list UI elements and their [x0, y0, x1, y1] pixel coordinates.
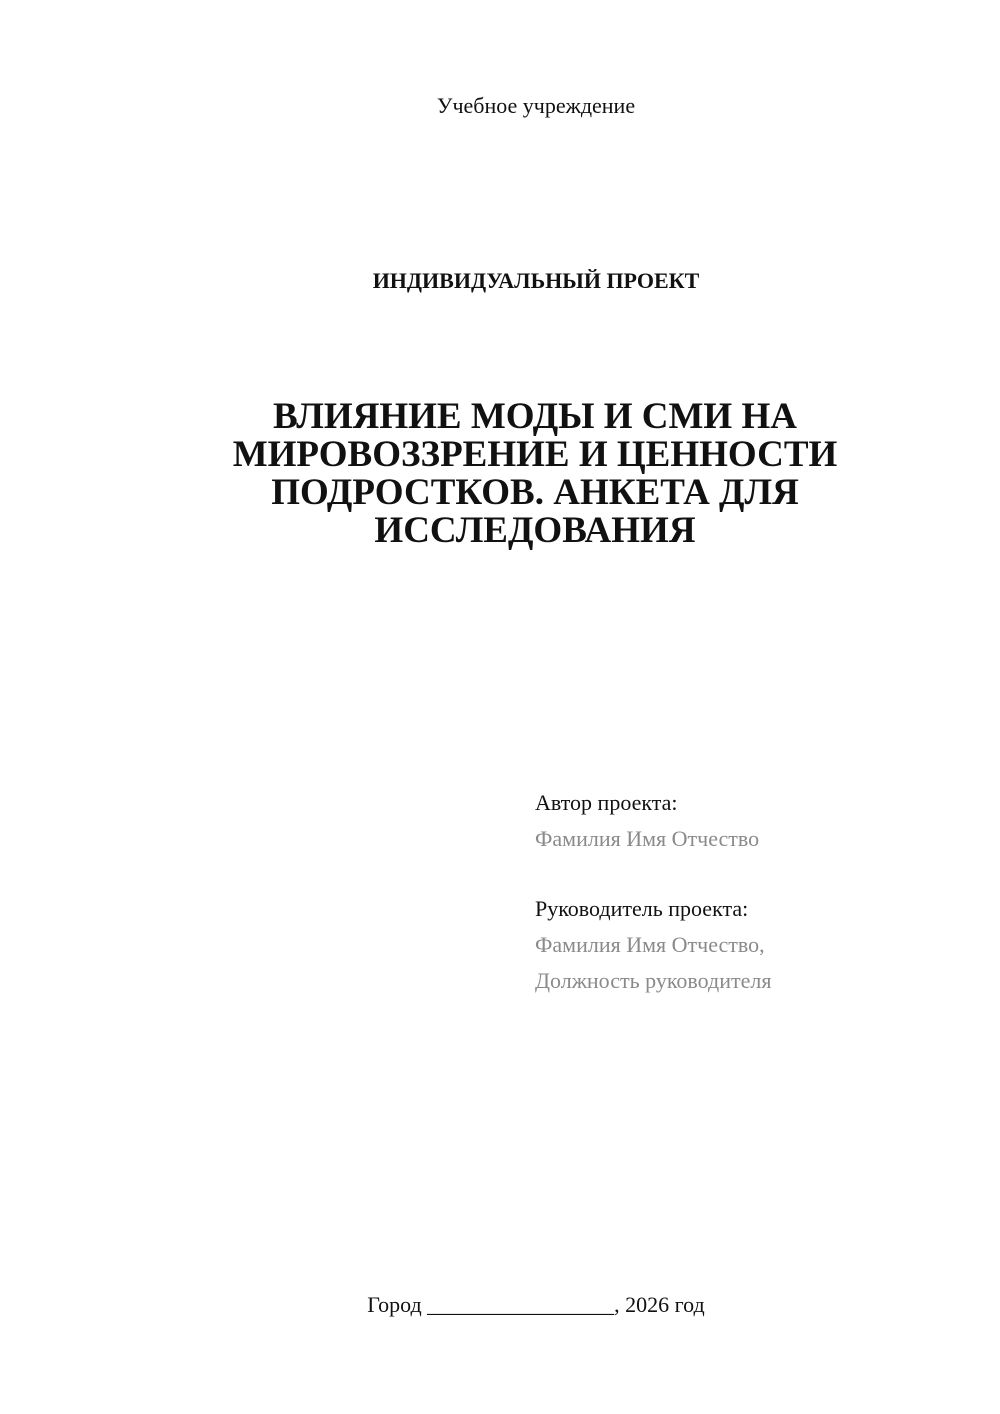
city-year-footer: Город _________________, 2026 год	[367, 1292, 705, 1317]
supervisor-position: Должность руководителя	[535, 968, 772, 993]
author-name: Фамилия Имя Отчество	[535, 826, 760, 851]
author-label: Автор проекта:	[535, 790, 678, 815]
supervisor-block	[535, 891, 975, 999]
author-block	[535, 785, 975, 857]
supervisor-name: Фамилия Имя Отчество,	[535, 932, 765, 957]
institution-name: Учебное учреждение	[436, 93, 636, 118]
supervisor-label: Руководитель проекта:	[535, 896, 749, 921]
project-title: ВЛИЯНИЕ МОДЫ И СМИ НА МИРОВОЗЗРЕНИЕ И ЦЕННОСТИ ПОДРОСТКОВ. АНКЕТА ДЛЯ ИССЛЕДОВАНИЯ	[232, 396, 838, 551]
project-type: ИНДИВИДУАЛЬНЫЙ ПРОЕКТ	[372, 268, 700, 293]
